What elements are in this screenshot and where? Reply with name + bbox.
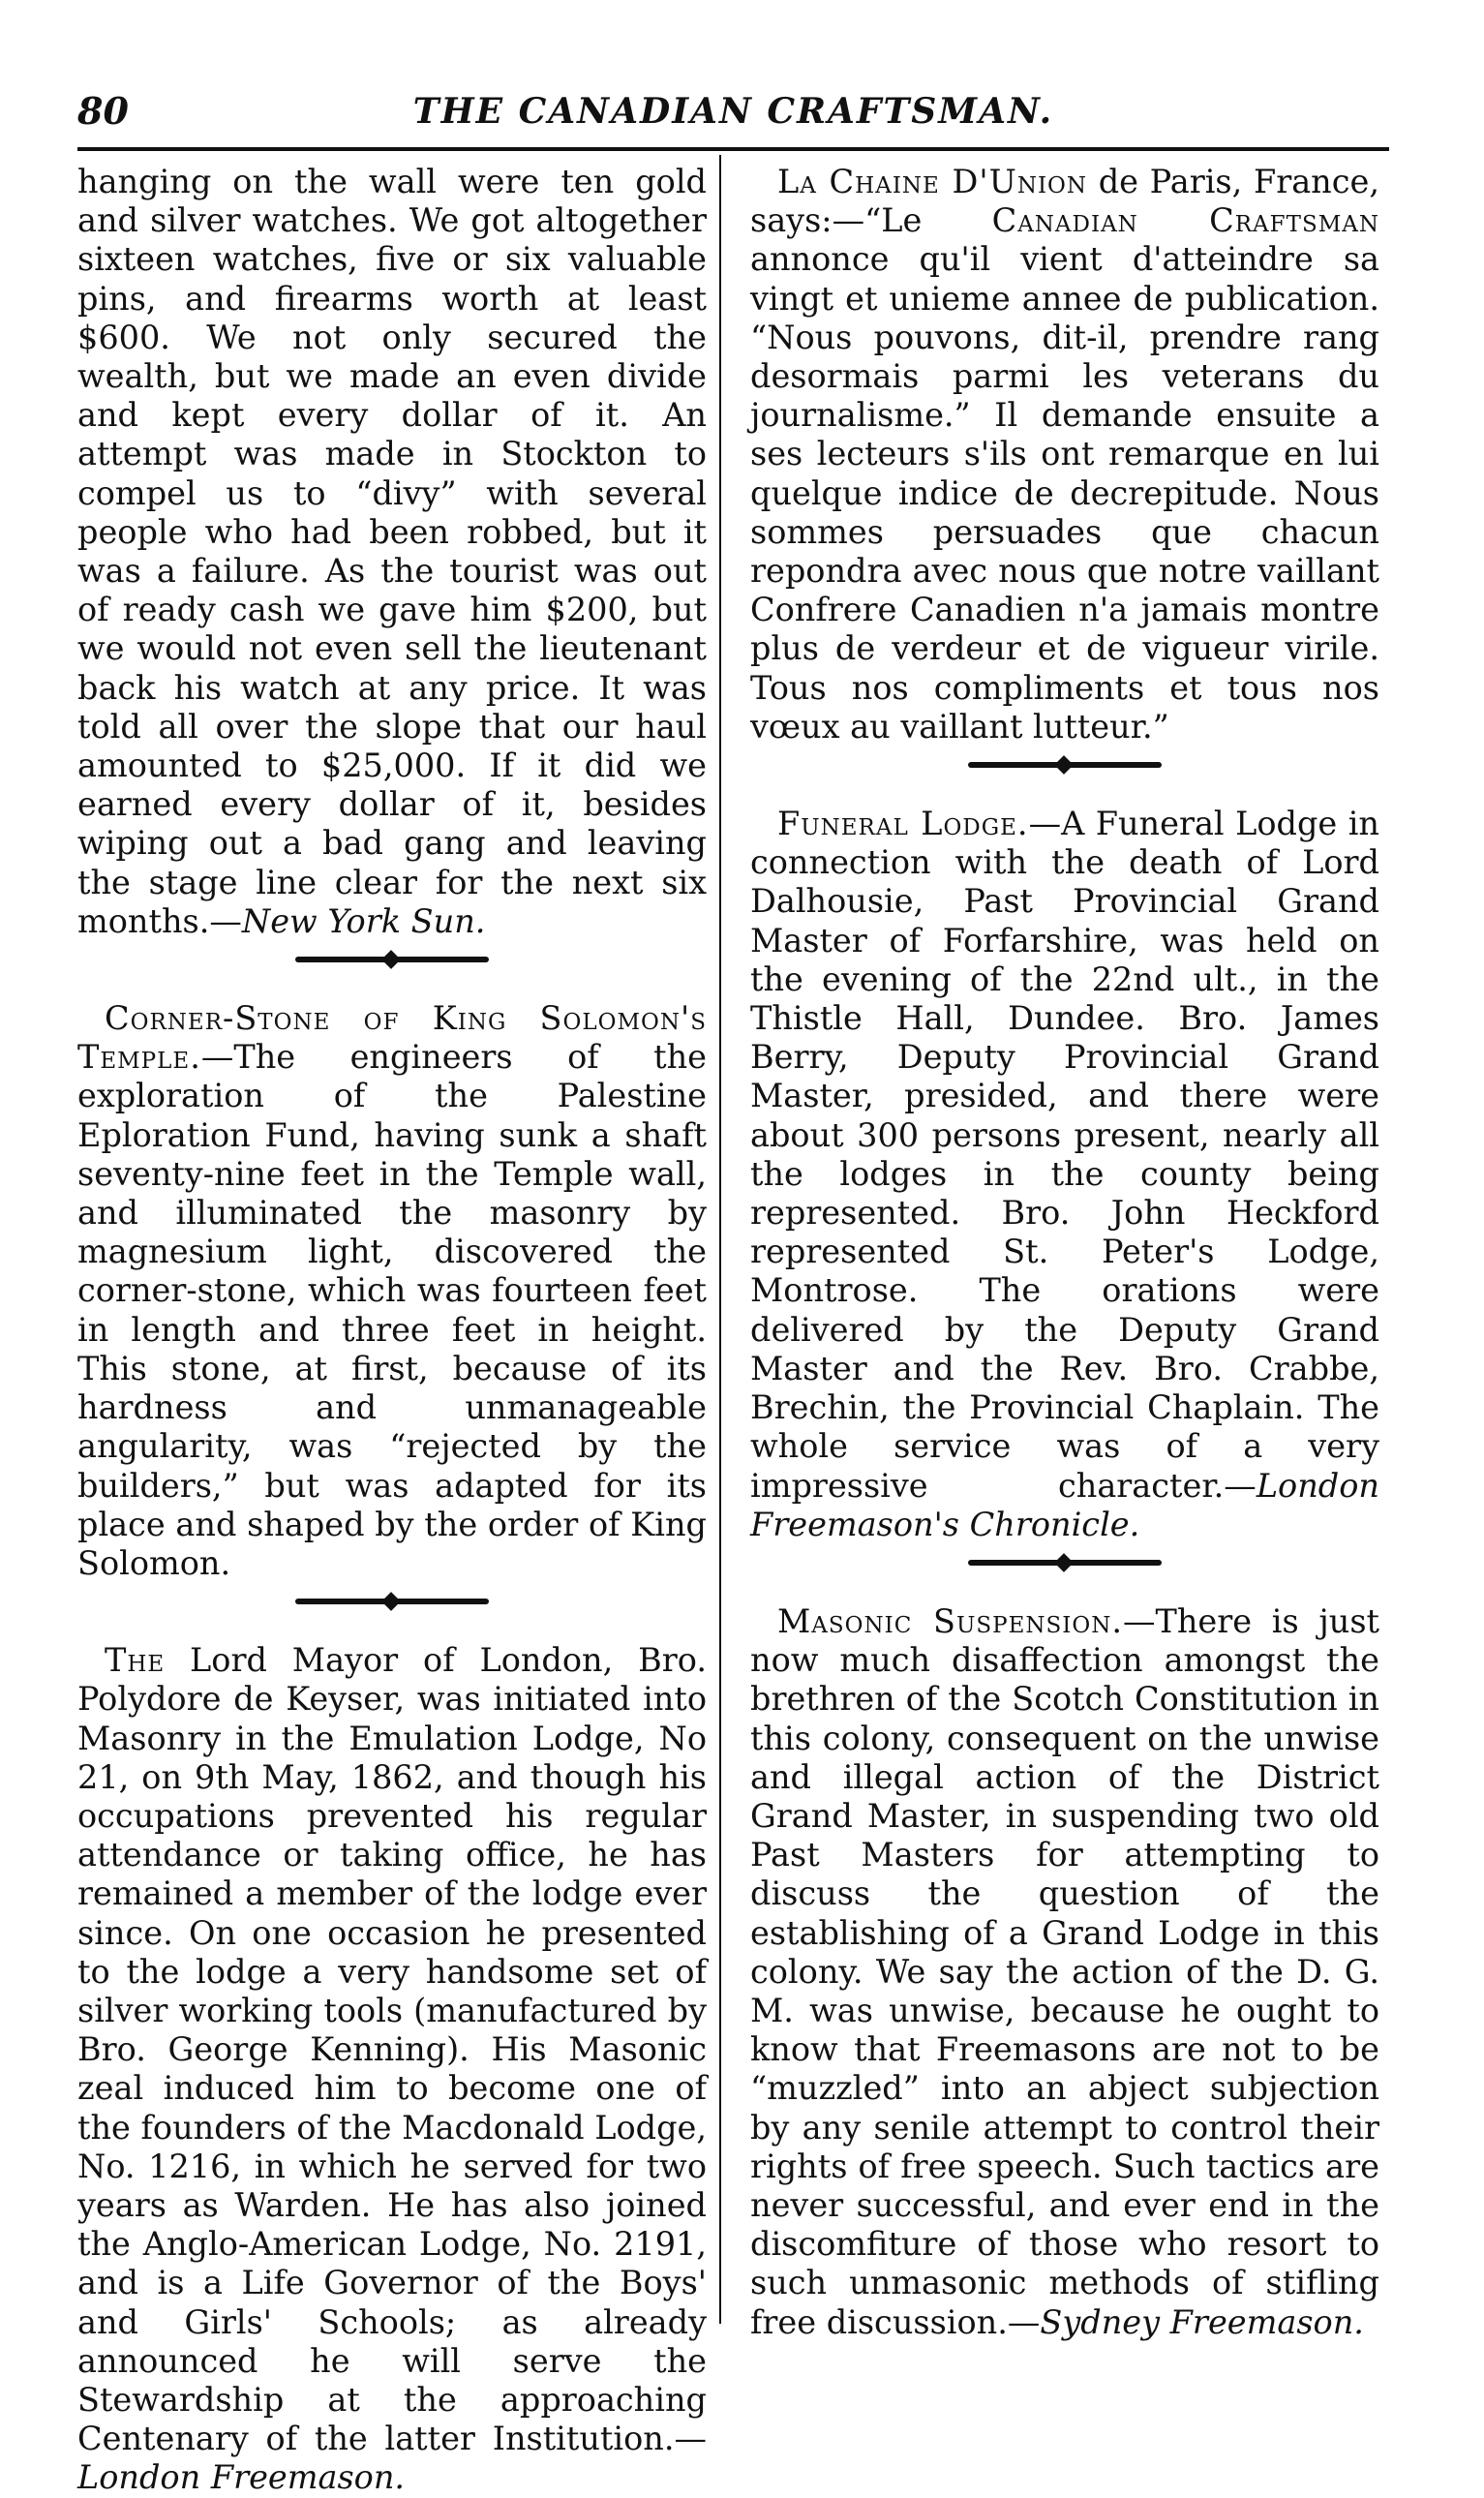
article-text: —A Funeral Lodge in connection with the death of Lord Dalhousie, Past Provincial Grand Master of Forfarshire, was held on the evening of the 22nd ult., in the Thistle Hall, Dundee. Bro. James Berry, Deputy Provincial Grand Master, presided, and there were about 300 persons present, nearly all the lodges in the county being represented. Bro. John Heckford represented St. Peter's Lodge, Montrose. The orations were delivered by the Deputy Grand Master and the Rev. Bro. Crabbe, Brechin, the Provincial Chaplain. The whole service was of a very impressive character.— — [750, 805, 1379, 1505]
article-source: Sydney Freemason. — [1040, 2302, 1364, 2341]
article-body — [750, 163, 1379, 746]
article-funeral-lodge — [750, 805, 1379, 1544]
article-body — [750, 1602, 1379, 2342]
header-rule — [77, 147, 1389, 151]
article-separator — [295, 957, 489, 962]
right-column — [750, 163, 1379, 2342]
page-number: 80 — [77, 89, 129, 133]
column-divider — [719, 155, 721, 2324]
article-body — [77, 1641, 707, 2497]
article-masonic-suspension — [750, 1602, 1379, 2342]
article-heading: La Chaine D'Union — [777, 163, 1088, 200]
article-text: annonce qu'il vient d'atteindre sa vingt et unieme annee de publication. “Nous pouvons, dit-il, prendre rang desormais parmi les veterans du journalisme.” Il demande ensuite a ses lecteurs s'ils ont remarque en lui quelque indice de decrepitude. Nous sommes persuades que chacun repondra avec nous que notre vaillant Confrere Canadien n'a jamais montre plus de verdeur et de vigueur virile. Tous nos compliments et tous nos vœux au vaillant lutteur.” — [750, 240, 1379, 746]
article-source: London Freemason. — [77, 2458, 406, 2497]
article-heading: Funeral Lodge. — [777, 805, 1029, 843]
article-stage-robbery — [77, 163, 707, 941]
article-text: —There is just now much disaffection amongst the brethren of the Scotch Constitution in this colony, consequent on the unwise and illegal action of the District Grand Master, in suspending two old Past Masters for attempting to discuss the question of the establishing of a Grand Lodge in this colony. We say the action of the D. G. M. was unwise, because he ought to know that Freemasons are not to be “muzzled” into an abject subjection by any senile attempt to control their rights of free speech. Such tactics are never successful, and ever end in the discomfiture of those who resort to such unmasonic methods of stifling free discussion.— — [750, 1601, 1379, 2341]
article-body — [750, 805, 1379, 1544]
article-separator — [295, 1599, 489, 1604]
article-source: New York Sun. — [241, 901, 486, 940]
left-column — [77, 163, 707, 2498]
article-corner-stone — [77, 999, 707, 1583]
article-source: London Freemason's Chronicle. — [750, 1466, 1379, 1543]
article-text: hanging on the wall were ten gold and silver watches. We got altogether sixteen watches, five or six valuable pins, and firearms worth at least $600. We not only secured the wealth, but we made an even divide and kept every dollar of it. An attempt was made in Stockton to compel us to “divy” with several people who had been robbed, but it was a failure. As the tourist was out of ready cash we gave him $200, but we would not even sell the lieutenant back his watch at any price. It was told all over the slope that our haul amounted to $25,000. If it did we earned every dollar of it, besides wiping out a bad gang and leaving the stage line clear for the next six months.— — [77, 163, 707, 940]
article-text: Lord Mayor of London, Bro. Polydore de Keyser, was initiated into Masonry in the Emulation Lodge, No 21, on 9th May, 1862, and though his occupations prevented his regular attendance or taking office, he has remained a member of the lodge ever since. On one occasion he presented to the lodge a very handsome set of silver working tools (manufactured by Bro. George Kenning). His Masonic zeal induced him to become one of the founders of the Macdonald Lodge, No. 1216, in which he served for two years as Warden. He has also joined the Anglo-American Lodge, No. 2191, and is a Life Governor of the Boys' and Girls' Schools; as already announced he will serve the Stewardship at the approaching Centenary of the latter Institution.— — [77, 1641, 707, 2458]
article-separator — [968, 1560, 1162, 1566]
article-text: —The engineers of the exploration of the Palestine Eploration Fund, having sunk a shaft seventy-nine feet in the Temple wall, and illuminated the masonry by magnesium light, discovered the corner-stone, which was fourteen feet in length and three feet in height. This stone, at first, because of its hardness and unmanageable angularity, was “rejected by the builders,” but was adapted for its place and shaped by the order of King Solomon. — [77, 1038, 707, 1582]
article-chaine-union — [750, 163, 1379, 746]
publication-name: Canadian Craftsman — [991, 201, 1379, 240]
article-heading: Masonic Suspension. — [777, 1601, 1123, 1640]
publication-title: THE CANADIAN CRAFTSMAN. — [412, 91, 1054, 132]
page-header — [77, 89, 1389, 143]
article-body — [77, 163, 707, 941]
article-heading: Corner-Stone of King Solomon's Temple. — [77, 999, 707, 1077]
article-body — [77, 999, 707, 1583]
article-lord-mayor — [77, 1641, 707, 2497]
article-text: de Paris, France, says:—“Le — [750, 163, 1379, 240]
article-separator — [968, 762, 1162, 768]
article-heading: The — [105, 1641, 166, 1680]
